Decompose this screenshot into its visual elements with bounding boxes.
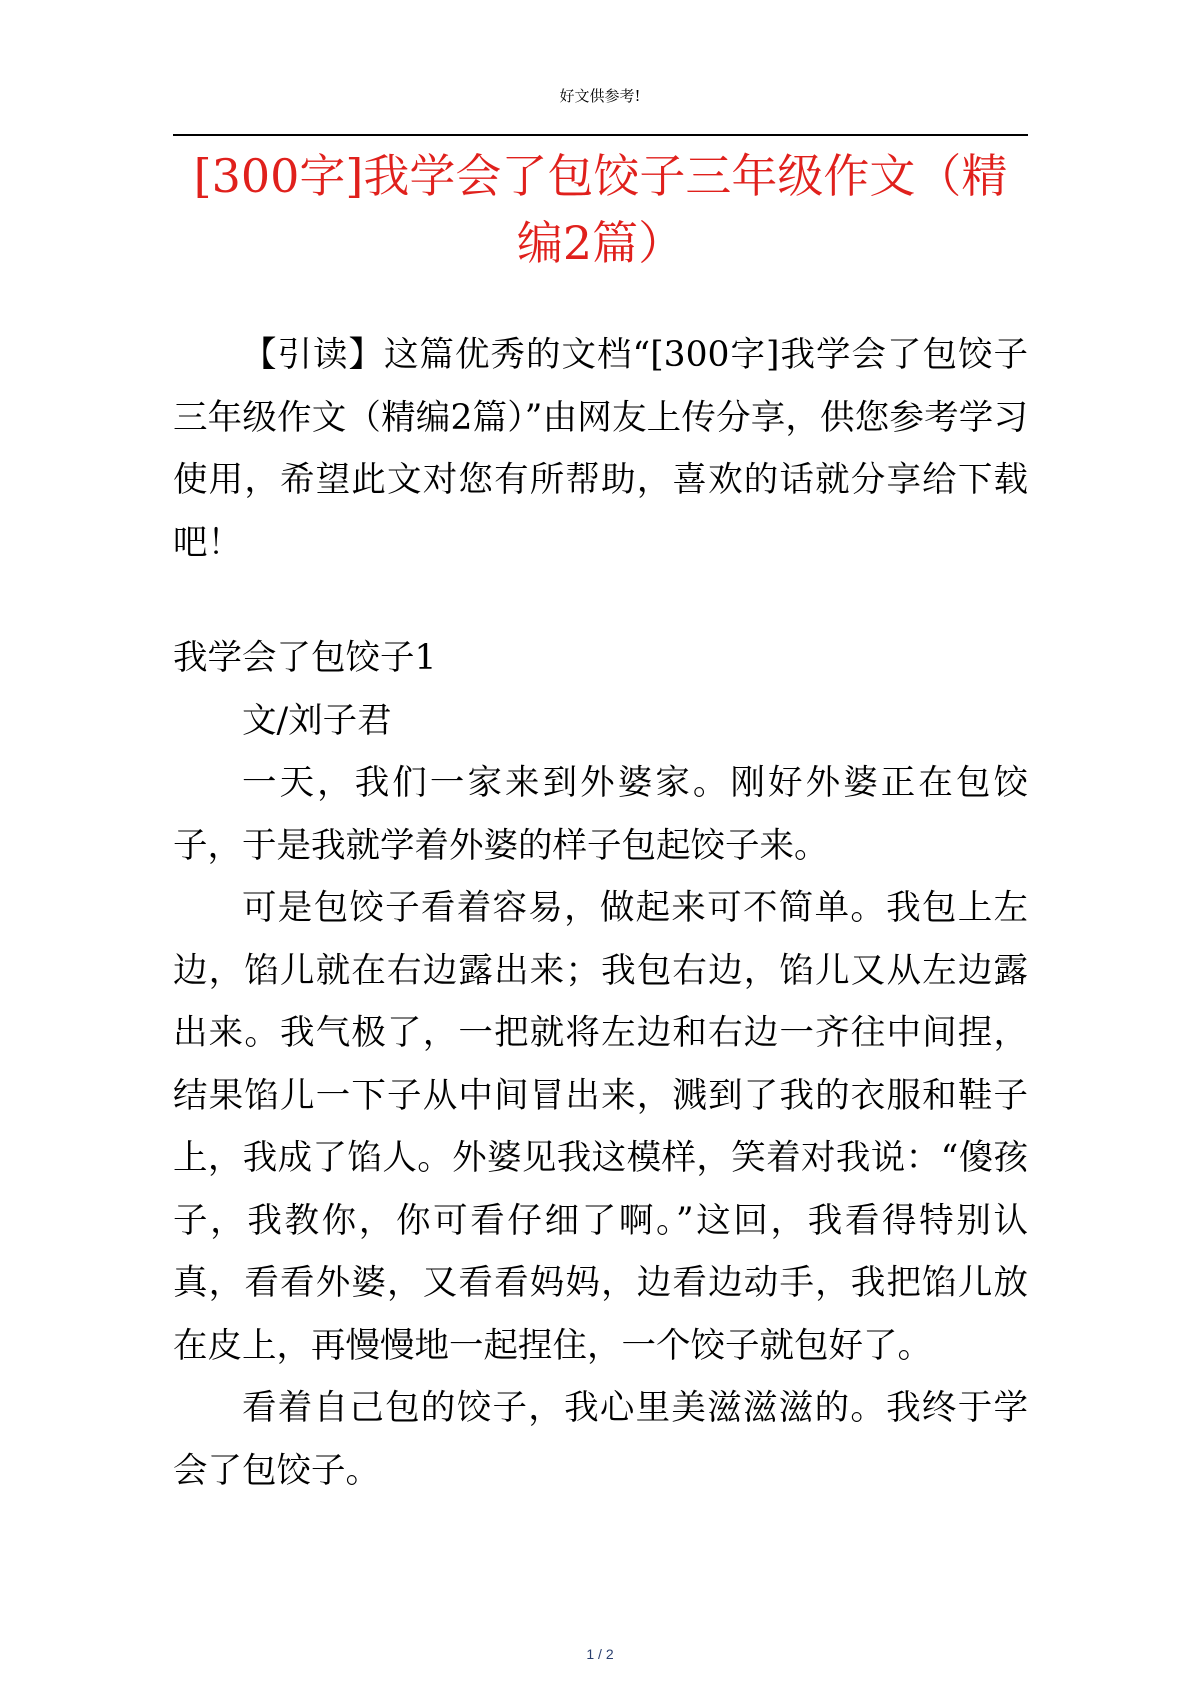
essay-paragraph: 看着自己包的饺子，我心里美滋滋滋的。我终于学会了包饺子。 — [173, 1388, 1028, 1491]
essay-paragraph: 一天，我们一家来到外婆家。刚好外婆正在包饺子，于是我就学着外婆的样子包起饺子来。 — [173, 763, 1028, 866]
page-number: 1 / 2 — [586, 1646, 614, 1662]
header-divider — [173, 134, 1028, 136]
document-title: [300字]我学会了包饺子三年级作文（精编2篇） — [193, 149, 1008, 270]
essay-paragraph: 可是包饺子看着容易，做起来可不简单。我包上左边，馅儿就在右边露出来；我包右边，馅儿又从左边露出来。我气极了，一把就将左边和右边一齐往中间捏，结果馅儿一下子从中间冒出来，溅到了我的衣服和鞋子上，我成了馅人。外婆见我这模样，笑着对我说：“傻孩子，我教你，你可看仔细了啊。”这回，我看得特别认真，看看外婆，又看看妈妈，边看边动手，我把馅儿放在皮上，再慢慢地一起捏住，一个饺子就包好了。 — [173, 888, 1028, 1366]
header-note: 好文供参考! — [559, 87, 641, 105]
essay-author: 文/刘子君 — [242, 700, 392, 741]
intro-paragraph: 【引读】这篇优秀的文档“[300字]我学会了包饺子三年级作文（精编2篇）”由网友上传分享，供您参考学习使用，希望此文对您有所帮助，喜欢的话就分享给下载吧！ — [173, 335, 1028, 563]
essay-title: 我学会了包饺子1 — [173, 638, 437, 678]
section-spacer — [173, 574, 1028, 627]
document-body — [173, 324, 1028, 1502]
